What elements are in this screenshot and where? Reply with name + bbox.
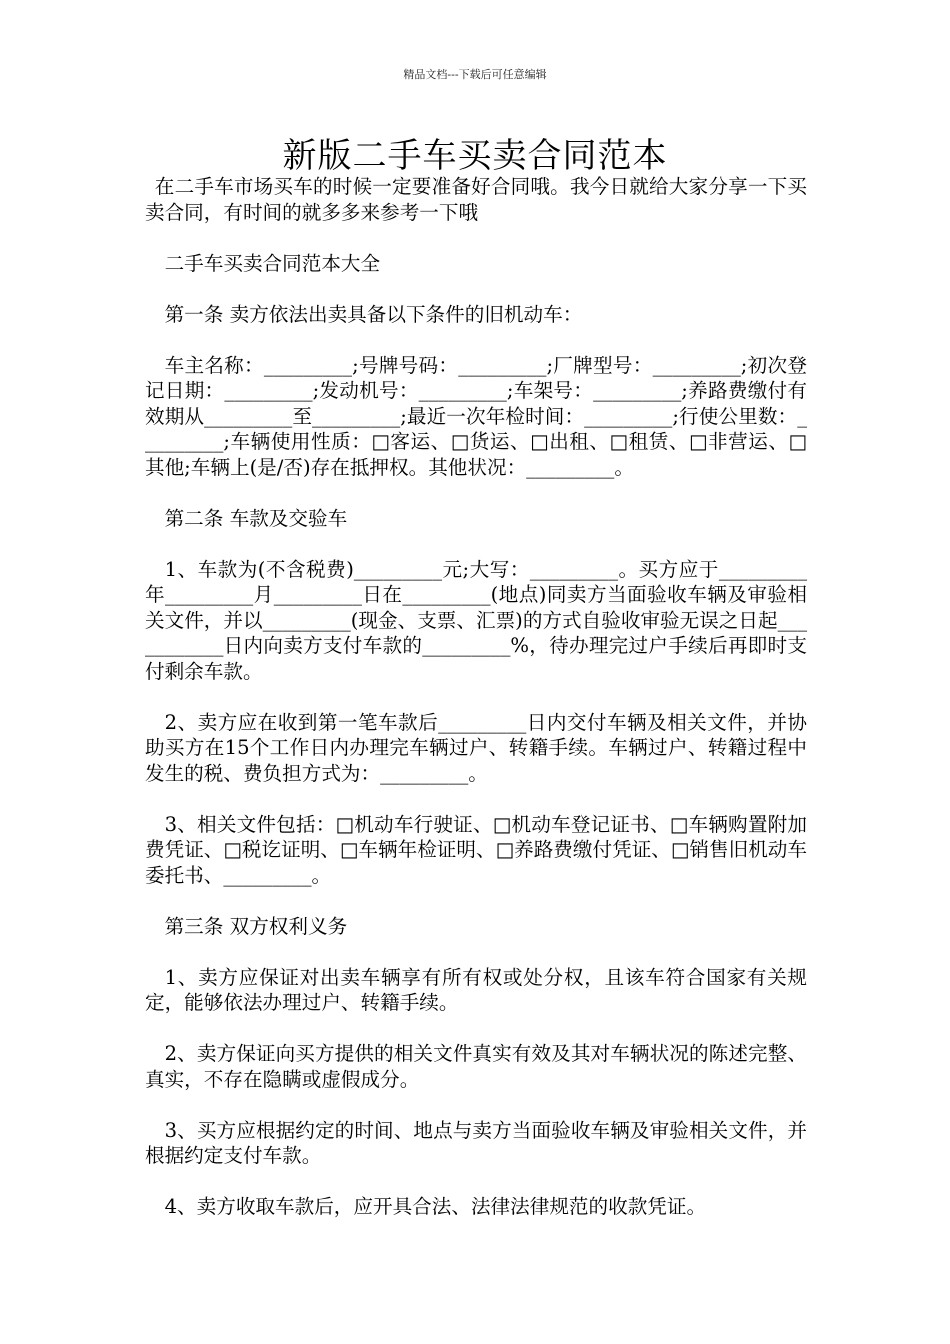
article-heading-2: 第二条 车款及交验车	[164, 506, 348, 530]
article-heading-3: 第三条 双方权利义务	[164, 914, 348, 938]
obligation-clause-1: 1、卖方应保证对出卖车辆享有所有权或处分权，且该车符合国家有关规定，能够依法办理过户、转籍手续。	[145, 965, 807, 1014]
obligation-clause-4: 4、卖方收取车款后，应开具合法、法律法律规范的收款凭证。	[164, 1195, 707, 1218]
document-title: 新版二手车买卖合同范本	[282, 136, 668, 176]
document-body	[145, 174, 807, 1245]
page-header: 精品文档---下载后可任意编辑	[403, 68, 547, 81]
obligation-clause-2: 2、卖方保证向买方提供的相关文件真实有效及其对车辆状况的陈述完整、真实，不存在隐瞒或虚假成分。	[145, 1042, 807, 1091]
obligation-clause-3: 3、买方应根据约定的时间、地点与卖方当面验收车辆及审验相关文件，并根据约定支付车款。	[145, 1118, 807, 1167]
vehicle-info-paragraph: 车主名称：_________;号牌号码：_________;厂牌型号：_________;初次登记日期：_________;发动机号：_________;车架号：_________;养路费缴付有效期从_________至_________;最近一次年检时间：_________;行使公里数：_________;车辆使用性质：□客运、□货运、□出租、□租赁、□非营运、□其他;车辆上(是/否)存在抵押权。其他状况：_________。	[145, 353, 807, 479]
article-heading-1: 第一条 卖方依法出卖具备以下条件的旧机动车：	[164, 302, 583, 326]
payment-clause-1: 1、车款为(不含税费)_________元;大写：_________。买方应于_________年_________月_________日在_________(地点)同卖方当面验收车辆及审验相关文件，并以_________(现金、支票、汇票)的方式自验收审验无误之日起___________日内向卖方支付车款的_________%，待办理完过户手续后再即时支付剩余车款。	[145, 557, 807, 683]
intro-paragraph: 在二手车市场买车的时候一定要准备好合同哦。我今日就给大家分享一下买卖合同，有时间的就多多来参考一下哦	[145, 175, 807, 224]
documents-clause-3: 3、相关文件包括：□机动车行驶证、□机动车登记证书、□车辆购置附加费凭证、□税讫证明、□车辆年检证明、□养路费缴付凭证、□销售旧机动车委托书、_________。	[145, 812, 807, 887]
section-heading: 二手车买卖合同范本大全	[164, 251, 381, 275]
payment-clause-2: 2、卖方应在收到第一笔车款后_________日内交付车辆及相关文件，并协助买方在15个工作日内办理完车辆过户、转籍手续。车辆过户、转籍过程中发生的税、费负担方式为：_________。	[145, 710, 807, 785]
